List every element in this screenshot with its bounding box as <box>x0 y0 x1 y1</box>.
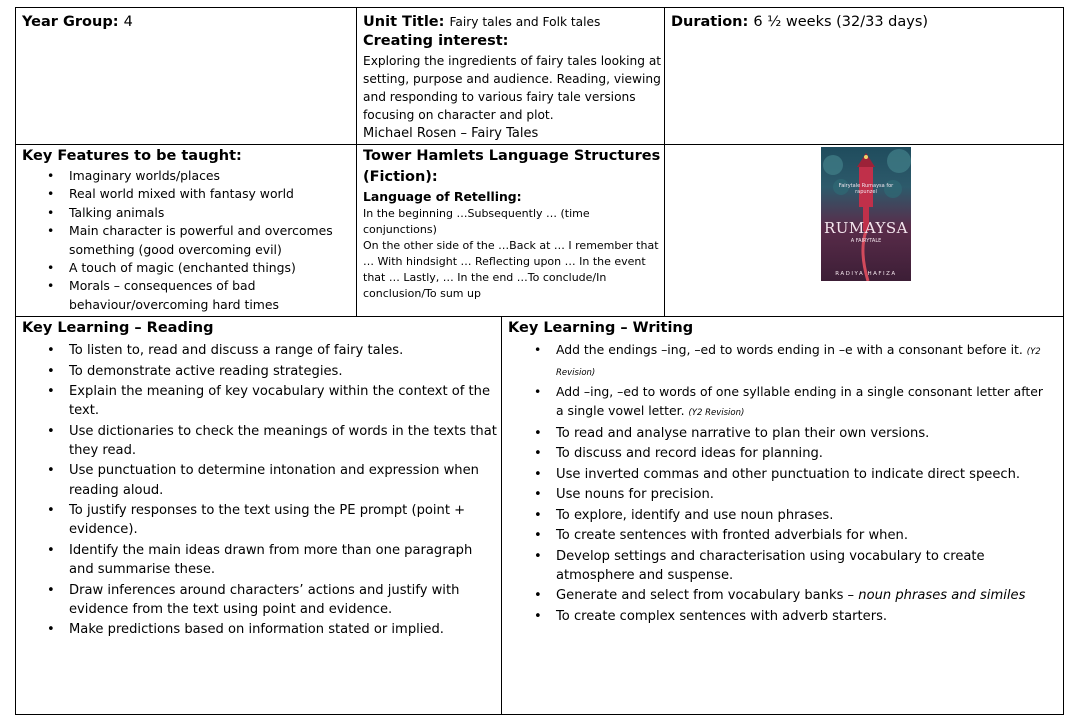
book-cover-image <box>821 147 911 281</box>
book-cover-cell <box>664 144 1064 317</box>
list-item: • To create sentences with fronted adverbials for when. <box>556 526 1046 545</box>
unit-reference: Michael Rosen – Fairy Tales <box>363 126 539 141</box>
language-structures-cell <box>356 144 665 317</box>
writing-cell <box>501 316 1064 715</box>
list-item: • Develop settings and characterisation using vocabulary to create atmosphere and suspense. <box>556 547 1046 585</box>
list-item: • Main character is powerful and overcomes something (good overcoming evil) <box>69 222 354 259</box>
revision-note: (Y2 Revision) <box>556 347 1041 378</box>
reading-cell <box>15 316 502 715</box>
list-item: • Draw inferences around characters’ actions and justify with evidence from the text using point and evidence. <box>69 581 499 619</box>
year-group-cell <box>15 7 357 145</box>
duration-label: Duration: <box>671 14 749 30</box>
unit-title-label: Unit Title: <box>363 14 445 30</box>
duration-value: 6 ½ weeks (32/33 days) <box>753 14 929 30</box>
language-heading-2: (Fiction): <box>363 169 438 185</box>
cover-author: RADIYA HAFIZA <box>835 271 897 277</box>
list-item: • Use inverted commas and other punctuation to indicate direct speech. <box>556 465 1046 484</box>
key-features-heading: Key Features to be taught: <box>22 148 242 164</box>
list-item: • Use dictionaries to check the meanings of words in the texts that they read. <box>69 422 499 460</box>
list-item: • Make predictions based on information stated or implied. <box>69 620 499 639</box>
creating-interest-heading: Creating interest: <box>363 33 509 49</box>
list-item: • Add the endings –ing, –ed to words ending in –e with a consonant before it. (Y2 Revision) <box>556 341 1046 382</box>
retelling-lines: In the beginning …Subsequently … (time conjunctions) On the other side of the …Back at … I remember that … With hindsight … Reflecting upon … In the event that … Lastly, … In the end …To conclude/In conclusion/To sum up <box>363 207 659 300</box>
list-item: • To create complex sentences with adverb starters. <box>556 607 1046 626</box>
writing-heading: Key Learning – Writing <box>508 320 694 336</box>
list-item: • To read and analyse narrative to plan their own versions. <box>556 424 1046 443</box>
list-item: • Use nouns for precision. <box>556 485 1046 504</box>
year-group-value: 4 <box>123 14 133 30</box>
key-features-cell <box>15 144 357 317</box>
list-item: • A touch of magic (enchanted things) <box>69 259 354 277</box>
list-item: • Imaginary worlds/places <box>69 167 354 185</box>
list-item: • Use punctuation to determine intonation and expression when reading aloud. <box>69 461 499 499</box>
key-features-list <box>69 167 354 314</box>
list-item: • Talking animals <box>69 204 354 222</box>
reading-list <box>69 341 499 641</box>
list-item: • To discuss and record ideas for planning. <box>556 444 1046 463</box>
unit-description: Exploring the ingredients of fairy tales looking at setting, purpose and audience. Reading, viewing and responding to various fairy tale versions focusing on character and plot. <box>363 54 662 122</box>
list-item: • To explore, identify and use noun phrases. <box>556 506 1046 525</box>
reading-heading: Key Learning – Reading <box>22 320 214 336</box>
language-heading-1: Tower Hamlets Language Structures <box>363 148 661 164</box>
cover-subtitle: A FAIRYTALE <box>850 238 882 244</box>
year-group-label: Year Group: <box>22 14 119 30</box>
writing-list <box>556 341 1046 627</box>
list-item: • Real world mixed with fantasy world <box>69 185 354 203</box>
cover-title: RUMAYSA <box>823 219 909 237</box>
list-item: • To justify responses to the text using the PE prompt (point + evidence). <box>69 501 499 539</box>
list-item: • To listen to, read and discuss a range of fairy tales. <box>69 341 499 360</box>
unit-title-cell <box>356 7 665 145</box>
list-item: • Morals – consequences of bad behaviour/overcoming hard times <box>69 277 354 314</box>
list-item: • Add –ing, –ed to words of one syllable ending in a single consonant letter after a single vowel letter. (Y2 Revision) <box>556 383 1046 422</box>
list-item: • Explain the meaning of key vocabulary within the context of the text. <box>69 382 499 420</box>
revision-note: (Y2 Revision) <box>688 407 745 418</box>
tower-illustration <box>821 147 911 281</box>
retelling-subheading: Language of Retelling: <box>363 189 522 204</box>
list-item: • Identify the main ideas drawn from more than one paragraph and summarise these. <box>69 541 499 579</box>
cover-top-text: Fairytale Rumaysa for rapunzel <box>838 183 894 195</box>
list-item: • Generate and select from vocabulary banks – noun phrases and similes <box>556 586 1046 605</box>
unit-title-value: Fairy tales and Folk tales <box>449 15 601 29</box>
duration-cell <box>664 7 1064 145</box>
list-item: • To demonstrate active reading strategies. <box>69 362 499 381</box>
